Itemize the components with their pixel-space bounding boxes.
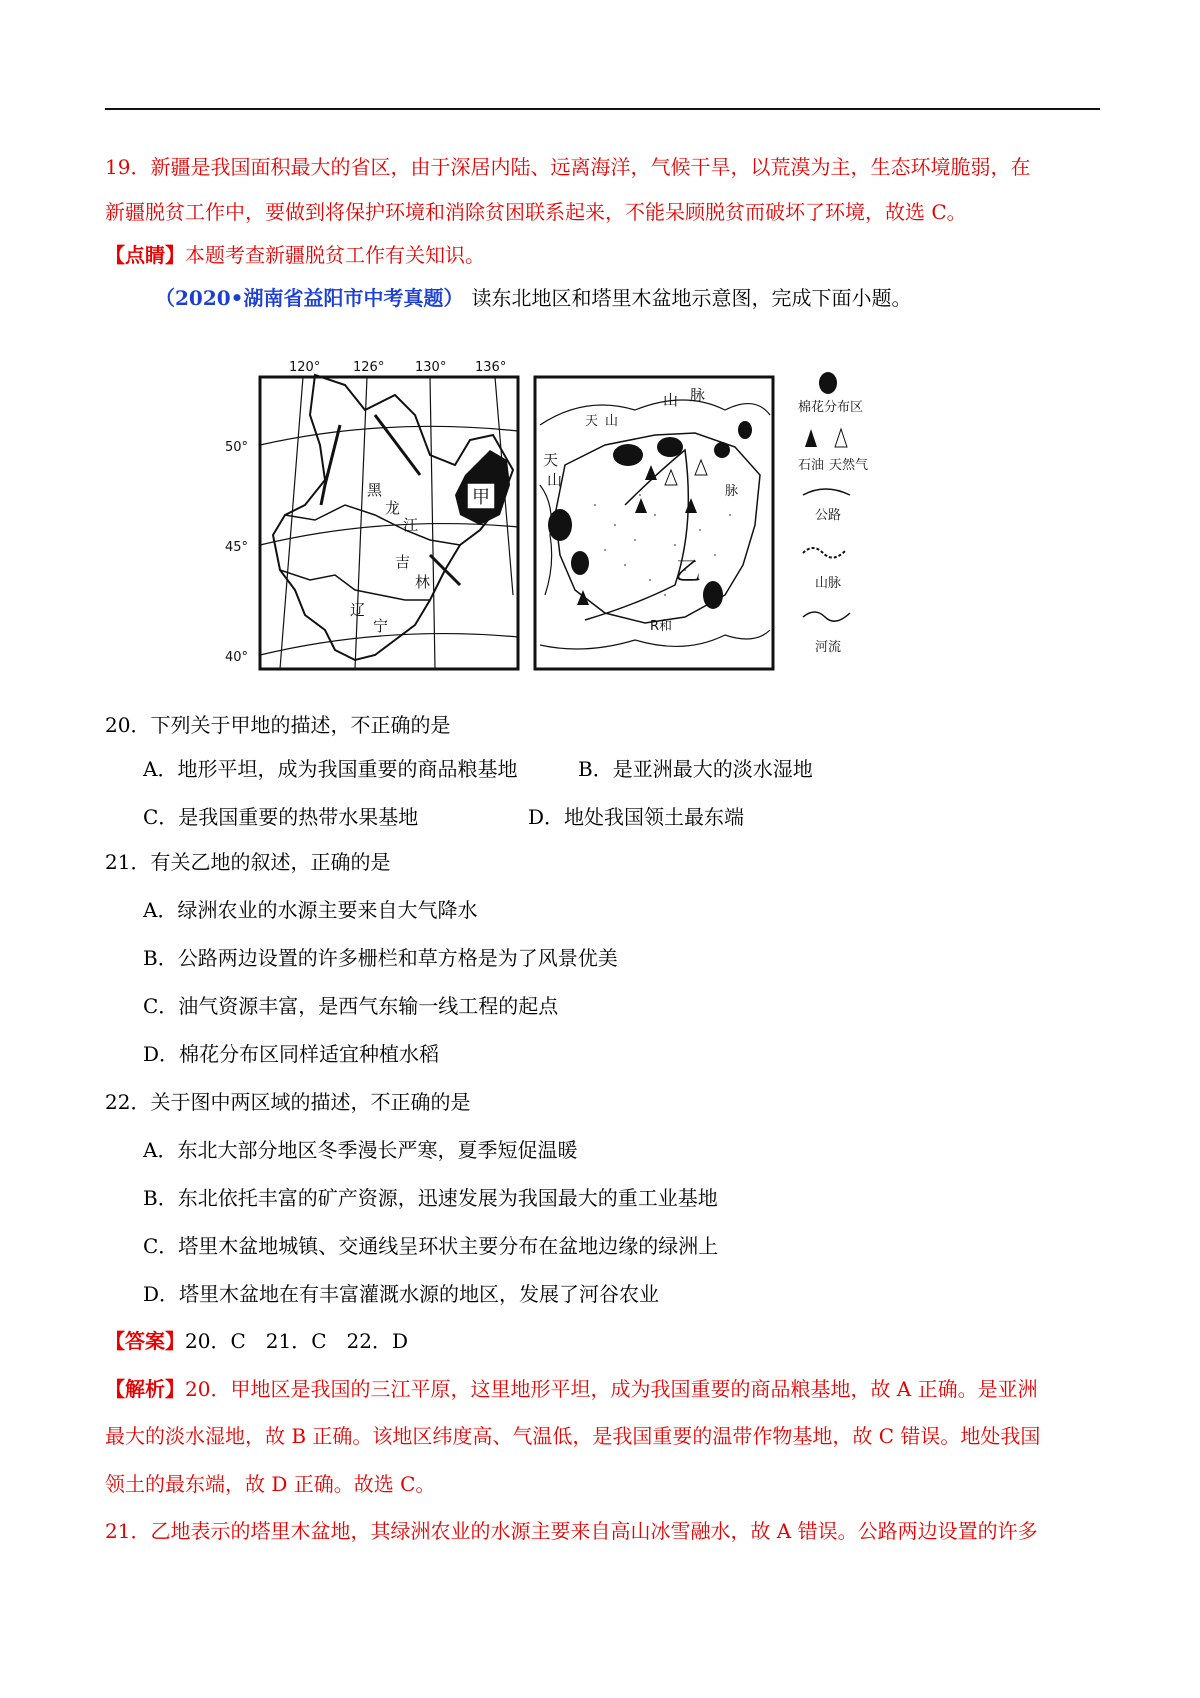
- dianjing-text: 本题考查新疆脱贫工作有关知识。: [185, 243, 485, 267]
- answer-line: [105, 1329, 408, 1353]
- legend-road-symbol: [803, 489, 850, 495]
- place-shan-3: 山: [605, 414, 619, 429]
- q22-option-d: D．塔里木盆地在有丰富灌溉水源的地区，发展了河谷农业: [143, 1282, 660, 1306]
- legend-mountain-symbol: [803, 548, 845, 558]
- lon-126: 126°: [353, 360, 385, 375]
- q21-option-c: C．油气资源丰富，是西气东输一线工程的起点: [143, 994, 559, 1018]
- q19-line-1: 19．新疆是我国面积最大的省区，由于深居内陆、远离海洋，气候干旱，以荒漠为主，生态环境脆弱，在: [105, 155, 1031, 179]
- q21-option-a: A．绿洲农业的水源主要来自大气降水: [143, 898, 478, 922]
- place-jiang: 江: [403, 516, 419, 534]
- place-ning: 宁: [373, 617, 389, 635]
- q19-line-2: 新疆脱贫工作中，要做到将保护环境和消除贫困联系起来，不能呆顾脱贫而破坏了环境，故选 C。: [105, 200, 967, 224]
- q19-dianjing: [105, 243, 485, 267]
- legend-river: 河流: [815, 640, 842, 655]
- header-rule: [105, 108, 1100, 110]
- source-line: [155, 286, 911, 310]
- legend-gas: 天然气: [829, 458, 869, 473]
- place-shan-2: 山: [547, 471, 563, 489]
- q22-option-c: C．塔里木盆地城镇、交通线呈环状主要分布在盆地边缘的绿洲上: [143, 1234, 719, 1258]
- legend-oil-symbol: [805, 429, 817, 447]
- legend-gas-symbol: [835, 429, 847, 447]
- map-legend: [798, 372, 868, 655]
- legend-cotton: 棉花分布区: [798, 400, 864, 415]
- source-label: （2020•湖南省益阳市中考真题）: [155, 286, 464, 310]
- legend-road: 公路: [815, 508, 842, 523]
- legend-oil: 石油: [798, 458, 825, 473]
- yi-label: 乙: [675, 557, 702, 587]
- place-ji: 吉: [395, 553, 411, 571]
- lat-40: 40°: [225, 650, 249, 665]
- q22-option-b: B．东北依托丰富的矿产资源，迅速发展为我国最大的重工业基地: [143, 1186, 718, 1210]
- lon-136: 136°: [475, 360, 507, 375]
- analysis-line-2: 最大的淡水湿地，故 B 正确。该地区纬度高、气温低，是我国重要的温带作物基地，故 C 错误。地处我国: [105, 1424, 1041, 1448]
- q20-stem: 20．下列关于甲地的描述，不正确的是: [105, 713, 451, 737]
- answer-text: 20．C 21．C 22．D: [185, 1329, 408, 1353]
- place-hei: 黑: [367, 481, 383, 499]
- q20-option-d: D．地处我国领土最东端: [528, 805, 745, 829]
- place-liao: 辽: [350, 601, 366, 619]
- tarim-map: [535, 377, 773, 669]
- map-figure: [225, 355, 945, 680]
- place-lin: 林: [415, 573, 431, 591]
- place-tian-1: 天: [543, 451, 559, 469]
- analysis-line-3: 领土的最东端，故 D 正确。故选 C。: [105, 1472, 436, 1496]
- source-intro: 读东北地区和塔里木盆地示意图，完成下面小题。: [471, 286, 912, 310]
- legend-river-symbol: [803, 612, 850, 621]
- q22-option-a: A．东北大部分地区冬季漫长严寒，夏季短促温暖: [143, 1138, 578, 1162]
- place-tian-2: 天: [585, 414, 599, 429]
- answer-tag: 【答案】: [105, 1329, 185, 1353]
- legend-mountain: 山脉: [815, 576, 842, 591]
- lat-45: 45°: [225, 540, 249, 555]
- q20-option-a: A．地形平坦，成为我国重要的商品粮基地: [143, 757, 518, 781]
- analysis-text-1: 20．甲地区是我国的三江平原，这里地形平坦，成为我国重要的商品粮基地，故 A 正确。是亚洲: [185, 1377, 1038, 1401]
- dianjing-tag: 【点睛】: [105, 243, 185, 267]
- lat-50: 50°: [225, 440, 249, 455]
- legend-cotton-symbol: [819, 372, 837, 394]
- place-mai-1: 脉: [690, 386, 706, 404]
- q21-stem: 21．有关乙地的叙述，正确的是: [105, 850, 391, 874]
- jia-label: 甲: [472, 487, 490, 508]
- northeast-map: [260, 360, 518, 669]
- place-mai-2: 脉: [725, 484, 739, 499]
- analysis-line-1: [105, 1377, 1038, 1401]
- lon-120: 120°: [289, 360, 321, 375]
- place-shan-1: 山: [663, 391, 679, 409]
- q20-option-b: B．是亚洲最大的淡水湿地: [578, 757, 813, 781]
- analysis-tag: 【解析】: [105, 1377, 185, 1401]
- q21-option-d: D．棉花分布区同样适宜种植水稻: [143, 1042, 440, 1066]
- place-long: 龙: [385, 499, 401, 517]
- map-svg: [225, 355, 945, 680]
- lon-130: 130°: [415, 360, 447, 375]
- q22-stem: 22．关于图中两区域的描述，不正确的是: [105, 1090, 471, 1114]
- analysis-line-4: 21．乙地表示的塔里木盆地，其绿洲农业的水源主要来自高山冰雪融水，故 A 错误。公路两边设置的许多: [105, 1519, 1038, 1543]
- q20-option-c: C．是我国重要的热带水果基地: [143, 805, 419, 829]
- ruoqiang-label: R和: [650, 619, 673, 634]
- q21-option-b: B．公路两边设置的许多栅栏和草方格是为了风景优美: [143, 946, 618, 970]
